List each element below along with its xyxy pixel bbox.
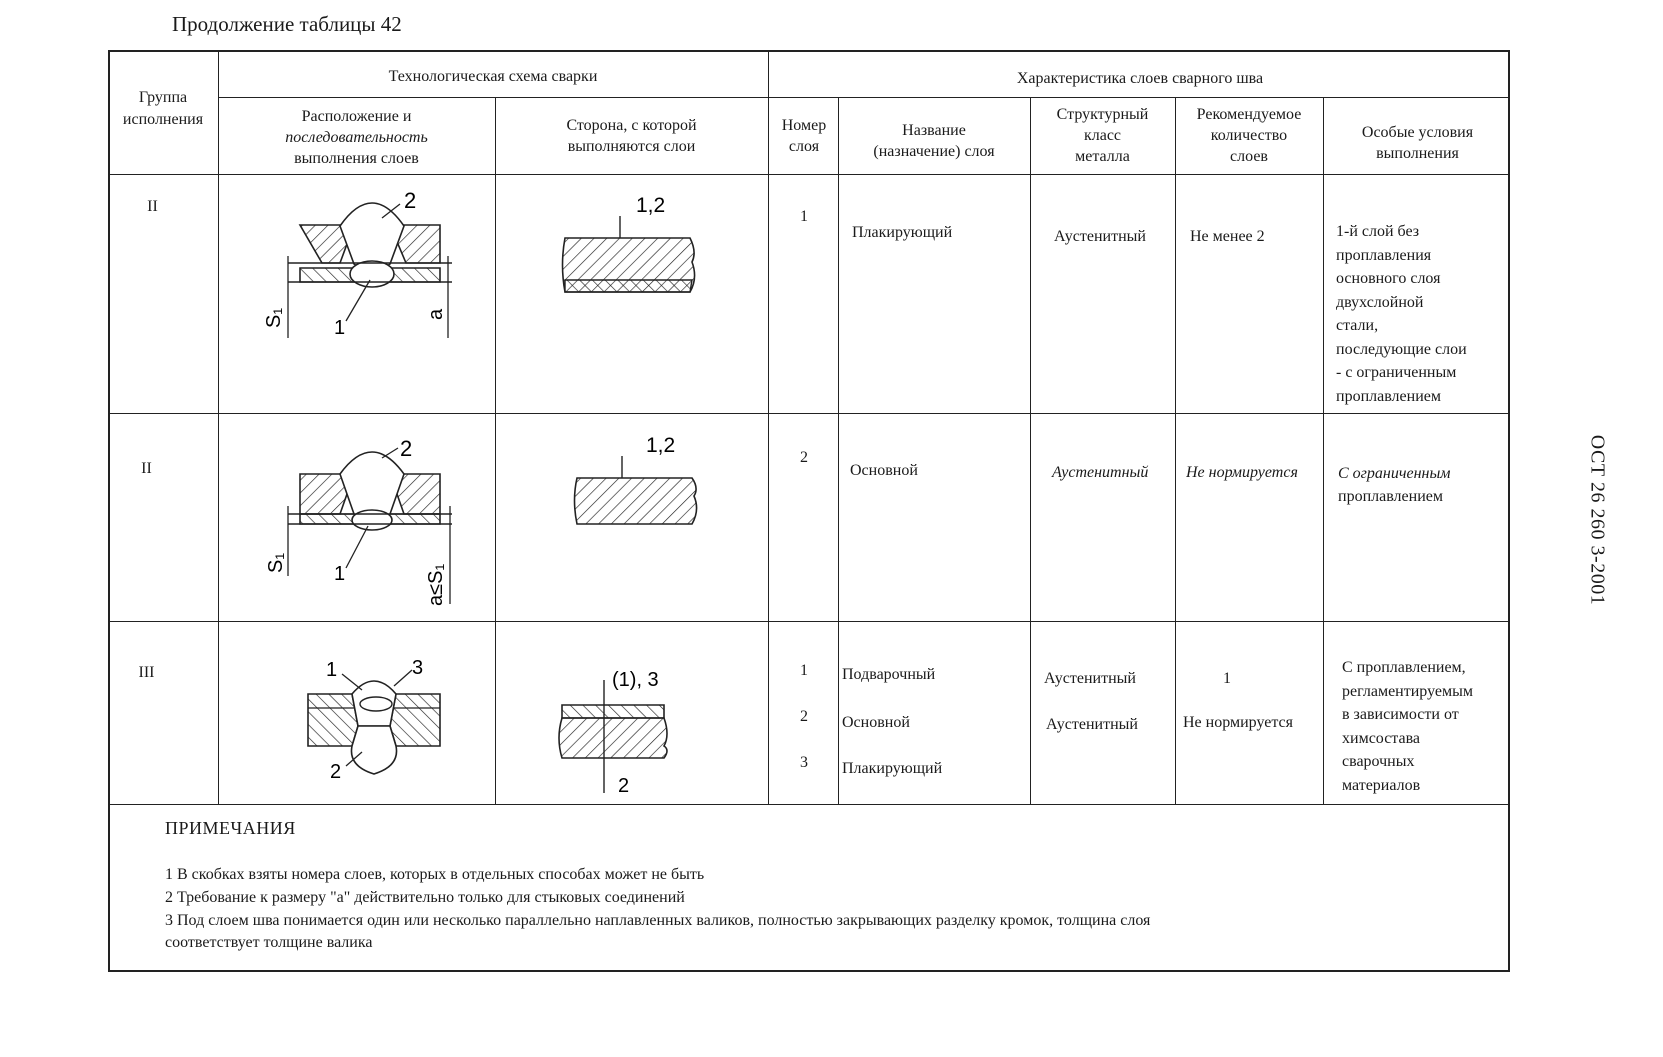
header-layer-num xyxy=(770,115,838,157)
row2-special-line2: проплавлением xyxy=(1338,488,1443,505)
header-name-line2: (назначение) слоя xyxy=(873,143,995,160)
document-code: ОСТ 26 260 3-2001 xyxy=(1586,434,1609,606)
row3-special-line2: регламентируемым xyxy=(1342,682,1473,700)
header-side-line1: Сторона, с которой xyxy=(566,117,697,134)
rule-col-layout xyxy=(495,97,496,804)
row1-special-line5: стали, xyxy=(1336,317,1379,334)
row2-weld-layout-drawing xyxy=(222,418,492,618)
row1-weld-layout-drawing xyxy=(222,178,492,410)
header-layout-seq xyxy=(220,106,493,169)
header-struct-line2: класс xyxy=(1083,127,1122,144)
row2-group: II xyxy=(141,460,152,477)
note-3: 3 Под слоем шва понимается один или несколько параллельно наплавленных валиков, полностью закрывающих разделку кромок, толщина слоя xyxy=(165,912,1151,929)
rule-header-sub xyxy=(218,97,1510,98)
header-side xyxy=(497,115,766,157)
notes-title: ПРИМЕЧАНИЯ xyxy=(165,818,296,838)
header-special xyxy=(1325,122,1510,164)
row3-layer-rec-2: Не нормируется xyxy=(1183,714,1293,731)
rule-col-group xyxy=(218,50,219,804)
row3-side-drawing xyxy=(540,650,760,800)
row2-drawing-label-2: 2 xyxy=(400,436,413,461)
row1-drawing-label-2: 2 xyxy=(404,188,417,213)
rule-table-bottom xyxy=(108,804,1510,805)
row3-layer-num-1: 1 xyxy=(800,662,808,679)
row3-layer-name-1: Подварочный xyxy=(842,666,936,683)
header-struct xyxy=(1032,104,1173,167)
row1-layer-rec: Не менее 2 xyxy=(1190,228,1265,245)
row3-drawing-label-1: 1 xyxy=(326,659,338,681)
header-rec-line2: количество xyxy=(1210,127,1288,144)
row3-layer-rec-1: 1 xyxy=(1223,670,1231,687)
row1-special-line8: проплавлением xyxy=(1336,387,1441,405)
row1-special-line2: проплавления xyxy=(1336,246,1432,264)
header-rec-line3: слоев xyxy=(1230,148,1268,165)
row1-drawing-label-a: a xyxy=(425,308,447,320)
row3-special-line4: химсостава xyxy=(1342,729,1421,747)
header-special-line2: выполнения xyxy=(1376,145,1459,162)
header-layer-num-line1: Номер xyxy=(781,117,827,134)
header-layout-seq-line1: Расположение и xyxy=(301,108,412,125)
row1-side-label: 1,2 xyxy=(636,194,666,217)
rule-col-rec xyxy=(1323,97,1324,804)
header-layout-seq-line2: последовательность xyxy=(285,129,428,146)
row3-special xyxy=(1342,656,1508,797)
row1-special-line6: последующие слои xyxy=(1336,340,1467,358)
row3-special-line6: материалов xyxy=(1342,776,1421,794)
header-struct-line1: Структурный xyxy=(1056,106,1149,123)
rule-header-bottom xyxy=(108,174,1510,175)
header-tech-scheme: Технологическая схема сварки xyxy=(388,68,598,85)
row3-special-line3: в зависимости от xyxy=(1342,706,1459,723)
header-rec-line1: Рекомендуемое xyxy=(1196,106,1302,123)
row1-special-line7: - с ограниченным xyxy=(1336,364,1457,381)
row2-layer-rec: Не нормируется xyxy=(1186,464,1298,481)
row1-side-drawing xyxy=(540,190,740,310)
row2-special xyxy=(1338,462,1508,508)
row3-special-line5: сварочных xyxy=(1342,753,1415,770)
row2-special-line1: С ограниченным xyxy=(1338,465,1451,482)
rule-col-num xyxy=(838,97,839,804)
row3-group: III xyxy=(138,664,155,681)
row1-layer-name: Плакирующий xyxy=(852,224,953,241)
header-layer-num-line2: слоя xyxy=(788,138,820,155)
row2-layer-num: 2 xyxy=(800,449,808,466)
row1-special-line3: основного слоя xyxy=(1336,270,1441,287)
row1-drawing-label-1: 1 xyxy=(334,317,346,339)
header-group: Группа исполнения xyxy=(122,89,204,128)
row3-side-label-top: (1), 3 xyxy=(612,669,659,691)
row3-side-label-bottom: 2 xyxy=(618,775,630,797)
row3-layer-num-2: 2 xyxy=(800,708,808,725)
row2-drawing-label-a: a≤S₁ xyxy=(425,563,447,606)
row3-special-line1: С проплавлением, xyxy=(1342,659,1466,676)
rule-col-name xyxy=(1030,97,1031,804)
table-caption: Продолжение таблицы 42 xyxy=(172,12,402,36)
row1-special xyxy=(1336,220,1508,408)
rule-row2-bottom xyxy=(108,621,1510,622)
header-name-line1: Название xyxy=(902,122,966,139)
note-2: 2 Требование к размеру "а" действительно только для стыковых соединений xyxy=(165,889,685,906)
row3-drawing-label-2: 2 xyxy=(330,761,342,783)
row1-group: II xyxy=(147,198,158,215)
row1-special-line4: двухслойной xyxy=(1336,293,1424,311)
header-side-line2: выполняются слои xyxy=(567,138,696,155)
row1-drawing-label-s1: S₁ xyxy=(263,307,285,328)
row2-layer-struct: Аустенитный xyxy=(1052,464,1149,481)
row3-layer-struct-2: Аустенитный xyxy=(1046,716,1138,733)
header-rec xyxy=(1177,104,1321,167)
row2-side-drawing xyxy=(552,430,752,540)
note-3-continued: соответствует толщине валика xyxy=(165,934,373,951)
row3-drawing-label-3: 3 xyxy=(412,657,424,679)
row1-layer-num: 1 xyxy=(800,208,808,225)
row3-layer-name-3: Плакирующий xyxy=(842,760,943,777)
header-layout-seq-line3: выполнения слоев xyxy=(294,150,419,167)
row3-weld-layout-drawing xyxy=(222,626,492,801)
row3-layer-struct-1: Аустенитный xyxy=(1044,670,1136,687)
rule-row1-bottom xyxy=(108,413,1510,414)
row1-layer-struct: Аустенитный xyxy=(1054,228,1146,245)
header-layer-char: Характеристика слоев сварного шва xyxy=(1016,70,1264,87)
row3-layer-name-2: Основной xyxy=(842,714,910,731)
note-1: 1 В скобках взяты номера слоев, которых в отдельных способах может не быть xyxy=(165,866,705,883)
rule-col-side xyxy=(768,50,769,804)
row1-special-line1: 1-й слой без xyxy=(1336,223,1420,240)
header-name xyxy=(840,120,1028,162)
row3-layer-num-3: 3 xyxy=(800,754,808,771)
row2-drawing-label-1: 1 xyxy=(334,563,346,585)
rule-col-struct xyxy=(1175,97,1176,804)
row2-side-label: 1,2 xyxy=(646,434,676,457)
header-struct-line3: металла xyxy=(1075,148,1130,165)
row2-layer-name: Основной xyxy=(850,462,918,479)
row2-drawing-label-s1: S₁ xyxy=(265,552,287,573)
header-special-line1: Особые условия xyxy=(1361,124,1474,141)
